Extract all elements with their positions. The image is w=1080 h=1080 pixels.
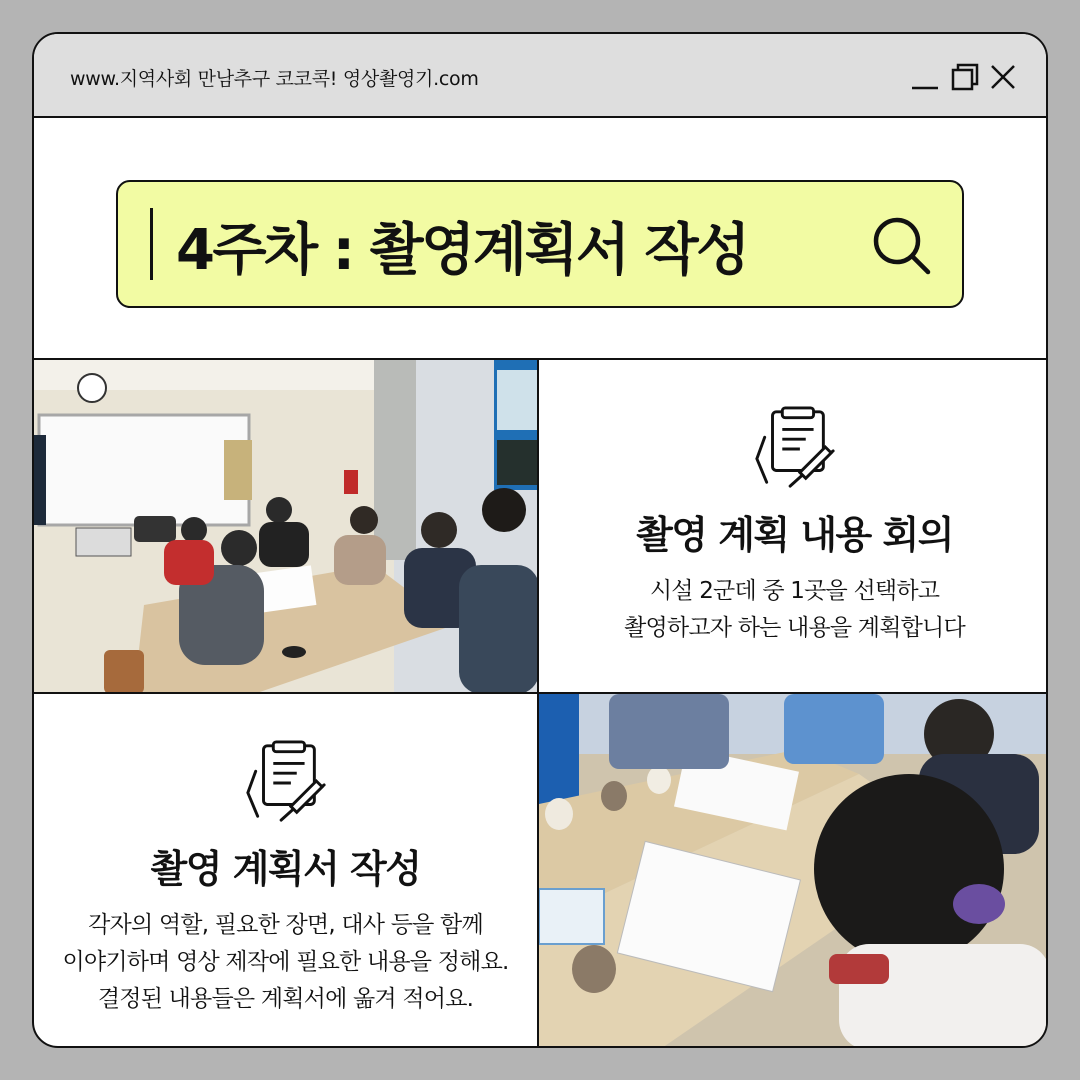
address-url[interactable]: www.지역사회 만남추구 코코콕! 영상촬영기.com xyxy=(70,68,479,90)
minimize-icon[interactable] xyxy=(910,62,940,92)
search-icon[interactable] xyxy=(870,214,934,278)
section-title: 촬영 계획 내용 회의 xyxy=(636,513,953,557)
maximize-icon[interactable] xyxy=(950,62,980,92)
section-description-line: 이야기하며 영상 제작에 필요한 내용을 정해요. xyxy=(62,949,509,975)
section-description-line: 촬영하고자 하는 내용을 계획합니다 xyxy=(624,615,965,641)
search-header xyxy=(34,118,1046,360)
text-caret xyxy=(150,208,153,280)
title-bar xyxy=(34,34,1046,118)
section-description-line: 각자의 역할, 필요한 장면, 대사 등을 함께 xyxy=(88,912,483,938)
plan-writing-section xyxy=(34,694,539,1048)
planning-meeting-section xyxy=(539,360,1048,694)
clipboard-writing-icon xyxy=(751,404,839,492)
search-bar[interactable] xyxy=(116,180,964,308)
writing-photo xyxy=(539,694,1048,1048)
close-icon[interactable] xyxy=(988,62,1018,92)
browser-window xyxy=(32,32,1048,1048)
section-description-line: 시설 2군데 중 1곳을 선택하고 xyxy=(649,578,940,604)
section-description-line: 결정된 내용들은 계획서에 옮겨 적어요. xyxy=(97,986,474,1012)
search-query[interactable]: 4주차 : 촬영계획서 작성 xyxy=(176,218,748,283)
meeting-photo xyxy=(34,360,539,694)
clipboard-writing-icon xyxy=(242,738,330,826)
section-title: 촬영 계획서 작성 xyxy=(150,847,421,891)
